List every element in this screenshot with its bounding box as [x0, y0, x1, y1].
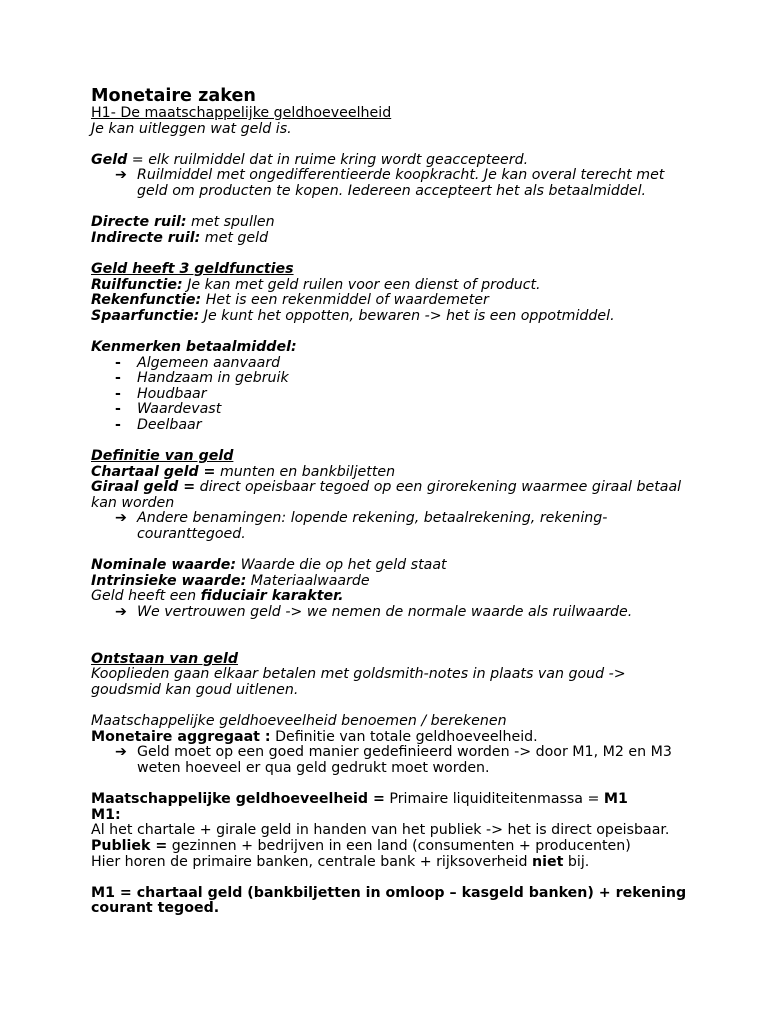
nominale-val: Waarde die op het geld staat [236, 557, 447, 574]
fiduciair-bold: fiduciair karakter. [200, 588, 344, 605]
publiek-line [91, 839, 691, 855]
aggregaat-val: Definitie van totale geldhoeveelheid. [270, 728, 538, 745]
list-item-text: Handzaam in gebruik [137, 370, 289, 387]
giraal-val: direct opeisbaar tegoed op een girorekening waarmee giraal betaal kan worden [91, 479, 682, 511]
fiduciair-arrow-item [91, 605, 691, 621]
ruilfunctie [91, 278, 691, 294]
ruil-term: Ruilfunctie: [91, 276, 183, 293]
arrow-icon: ➔ [115, 510, 127, 527]
rekenfunctie [91, 293, 691, 309]
document-title: Monetaire zaken [91, 86, 256, 106]
chartaal-term: Chartaal geld = [91, 463, 216, 480]
mg-m1: M1 [603, 791, 628, 808]
intrinsieke-term: Intrinsieke waarde: [91, 572, 247, 589]
geld-term: Geld [91, 151, 128, 168]
kenmerken-heading: Kenmerken betaalmiddel: [91, 338, 297, 355]
nominale-term: Nominale waarde: [91, 557, 237, 574]
arrow-icon: ➔ [115, 167, 127, 184]
bullet-dash: - [115, 370, 121, 387]
nominale-waarde [91, 558, 691, 574]
bullet-dash: - [115, 416, 121, 433]
spaarfunctie [91, 309, 691, 325]
list-item [91, 418, 691, 434]
definitie-heading: Definitie van geld [91, 448, 234, 465]
mg-mid: Primaire liquiditeitenmassa = [384, 791, 604, 808]
list-item-text: Deelbaar [137, 416, 202, 433]
list-item [91, 402, 691, 418]
giraal-arrow-item [91, 511, 691, 542]
document-body [91, 86, 691, 917]
reken-term: Rekenfunctie: [91, 292, 202, 309]
list-item [91, 356, 691, 372]
fiduciair-arrow-text: We vertrouwen geld -> we nemen de normale waarde als ruilwaarde. [137, 604, 633, 620]
directe-ruil [91, 215, 691, 231]
m1-label: M1: [91, 806, 121, 823]
aggregaat-arrow-text: Geld moet op een goed manier gedefinieerd worden -> door M1, M2 en M3 weten hoeveel er qua geld gedrukt moet worden. [137, 744, 672, 776]
ruil-val: Je kan met geld ruilen voor een dienst of product. [182, 276, 541, 293]
list-item [91, 387, 691, 403]
list-item-text: Waardevast [137, 401, 222, 418]
list-item-text: Algemeen aanvaard [137, 354, 281, 371]
list-item [91, 371, 691, 387]
aggregaat-term: Monetaire aggregaat : [91, 728, 271, 745]
mg-term: Maatschappelijke geldhoeveelheid = [91, 791, 385, 808]
publiek-val: gezinnen + bedrijven in een land (consumenten + producenten) [167, 837, 631, 854]
list-item-text: Houdbaar [137, 385, 207, 402]
learning-goal: Je kan uitleggen wat geld is. [91, 120, 292, 137]
indirecte-term: Indirecte ruil: [91, 229, 201, 246]
chapter-heading: H1- De maatschappelijke geldhoeveelheid [91, 105, 392, 121]
bullet-dash: - [115, 401, 121, 418]
arrow-icon: ➔ [115, 744, 127, 761]
publiek-term: Publiek = [91, 837, 168, 854]
giraal-geld [91, 480, 691, 511]
giraal-arrow-text: Andere benamingen: lopende rekening, betaalrekening, rekening-couranttegoed. [137, 510, 608, 543]
aggregaat-arrow-item [91, 745, 691, 776]
reken-val: Het is een rekenmiddel of waardemeter [201, 292, 489, 309]
horen-line [91, 855, 691, 871]
bullet-dash: - [115, 354, 121, 371]
directe-term: Directe ruil: [91, 214, 187, 231]
intrinsieke-waarde [91, 574, 691, 590]
fiduciair-line [91, 589, 691, 605]
geld-arrow-text: Ruilmiddel met ongedifferentieerde koopkracht. Je kan overal terecht met geld om producten te kopen. Iedereen accepteert het als betaalmiddel. [137, 167, 665, 199]
giraal-term: Giraal geld = [91, 479, 196, 496]
bullet-dash: - [115, 385, 121, 402]
geldhoeveelheid-line [91, 792, 691, 808]
ontstaan-heading: Ontstaan van geld [91, 650, 239, 667]
functies-heading: Geld heeft 3 geldfuncties [91, 260, 294, 277]
benoemen-line: Maatschappelijke geldhoeveelheid benoemen / berekenen [91, 713, 507, 730]
directe-val: met spullen [186, 214, 275, 231]
monetaire-aggregaat [91, 730, 691, 746]
indirecte-val: met geld [200, 229, 269, 246]
m1-text: Al het chartale + girale geld in handen van het publiek -> het is direct opeisbaar. [91, 822, 670, 839]
geld-definition [91, 153, 691, 169]
geld-arrow-item [91, 168, 691, 199]
horen-post: bij. [563, 853, 590, 870]
horen-bold: niet [531, 853, 564, 870]
intrinsieke-val: Materiaalwaarde [246, 572, 370, 589]
chartaal-geld [91, 465, 691, 481]
geld-def: = elk ruilmiddel dat in ruime kring wordt geaccepteerd. [127, 151, 529, 168]
m1-formula: M1 = chartaal geld (bankbiljetten in omloop – kasgeld banken) + rekening courant tegoed. [91, 884, 687, 917]
fiduciair-pre: Geld heeft een [91, 588, 201, 605]
arrow-icon: ➔ [115, 604, 127, 620]
chartaal-val: munten en bankbiljetten [215, 463, 396, 480]
spaar-val: Je kunt het oppotten, bewaren -> het is een oppotmiddel. [199, 307, 615, 324]
horen-pre: Hier horen de primaire banken, centrale bank + rijksoverheid [91, 853, 532, 870]
ontstaan-text: Kooplieden gaan elkaar betalen met goldsmith-notes in plaats van goud -> goudsmid kan goud uitlenen. [91, 666, 626, 698]
indirecte-ruil [91, 231, 691, 247]
spaar-term: Spaarfunctie: [91, 307, 200, 324]
